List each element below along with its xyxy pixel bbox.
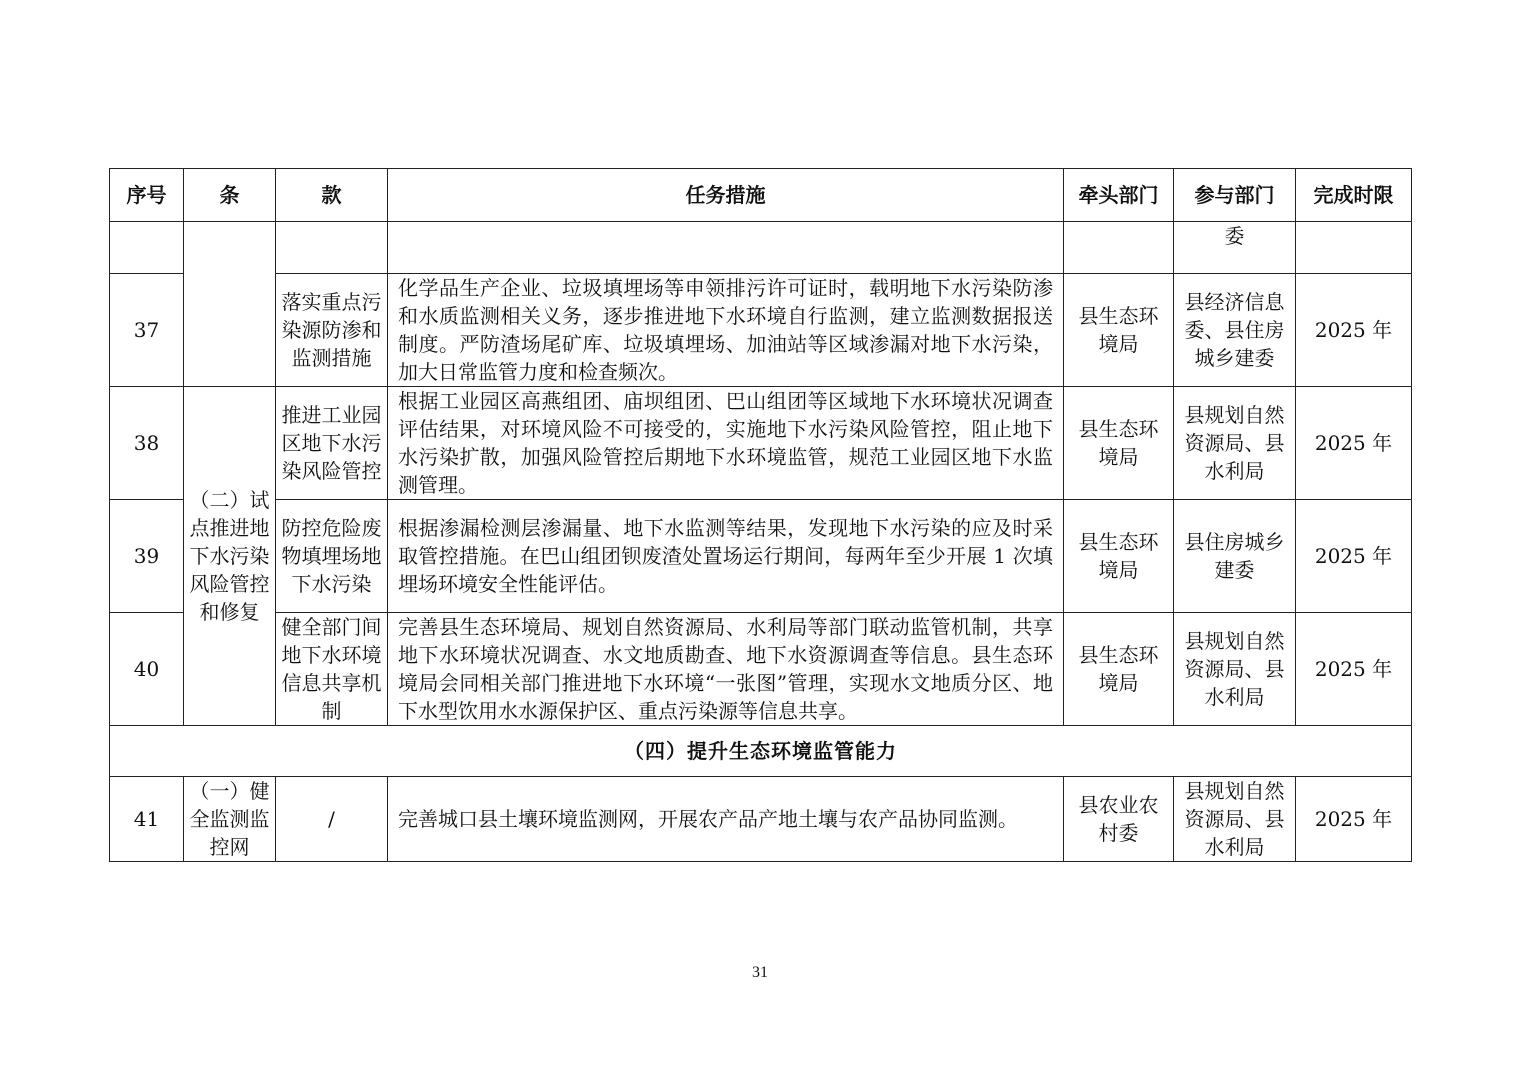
cell-lead: 县生态环境局 <box>1064 500 1174 613</box>
header-participants: 参与部门 <box>1174 169 1296 222</box>
cell-deadline: 2025 年 <box>1296 387 1412 500</box>
cell-participants: 县住房城乡建委 <box>1174 500 1296 613</box>
header-seq: 序号 <box>110 169 184 222</box>
cell-participants: 县经济信息委、县住房城乡建委 <box>1174 274 1296 387</box>
cell-seq: 39 <box>110 500 184 613</box>
cell-deadline: 2025 年 <box>1296 274 1412 387</box>
cell-participants: 县规划自然资源局、县水利局 <box>1174 387 1296 500</box>
cell-participants: 委 <box>1174 222 1296 274</box>
task-table <box>109 168 1412 862</box>
cell-participants: 县规划自然资源局、县水利局 <box>1174 613 1296 726</box>
cell-empty <box>388 222 1064 274</box>
cell-lead: 县生态环境局 <box>1064 387 1174 500</box>
cell-empty <box>276 222 388 274</box>
section-row <box>110 726 1412 777</box>
table-row <box>110 274 1412 387</box>
cell-deadline: 2025 年 <box>1296 777 1412 862</box>
section-title: （四）提升生态环境监管能力 <box>110 726 1412 777</box>
header-deadline: 完成时限 <box>1296 169 1412 222</box>
cell-measure: 化学品生产企业、垃圾填埋场等申领排污许可证时，载明地下水污染防渗和水质监测相关义务，逐步推进地下水环境自行监测，建立监测数据报送制度。严防渣场尾矿库、垃圾填埋场、加油站等区域渗漏对地下水污染，加大日常监管力度和检查频次。 <box>388 274 1064 387</box>
header-row <box>110 169 1412 222</box>
cell-measure: 完善城口县土壤环境监测网，开展农产品产地土壤与农产品协同监测。 <box>388 777 1064 862</box>
cell-seq: 40 <box>110 613 184 726</box>
cell-deadline: 2025 年 <box>1296 613 1412 726</box>
cell-participants: 县规划自然资源局、县水利局 <box>1174 777 1296 862</box>
cell-article: （一）健全监测监控网 <box>184 777 276 862</box>
header-lead: 牵头部门 <box>1064 169 1174 222</box>
cell-lead: 县生态环境局 <box>1064 274 1174 387</box>
cell-clause: 健全部门间地下水环境信息共享机制 <box>276 613 388 726</box>
continuation-row <box>110 222 1412 274</box>
page-number: 31 <box>752 964 768 981</box>
cell-seq: 41 <box>110 777 184 862</box>
cell-lead: 县生态环境局 <box>1064 613 1174 726</box>
cell-seq: 38 <box>110 387 184 500</box>
cell-seq: 37 <box>110 274 184 387</box>
table-row <box>110 613 1412 726</box>
table-row <box>110 500 1412 613</box>
header-clause: 款 <box>276 169 388 222</box>
cell-measure: 根据工业园区高燕组团、庙坝组团、巴山组团等区域地下水环境状况调查评估结果，对环境风险不可接受的，实施地下水污染风险管控，阻止地下水污染扩散，加强风险管控后期地下水环境监管，规范工业园区地下水监测管理。 <box>388 387 1064 500</box>
cell-empty <box>184 222 276 387</box>
cell-measure: 完善县生态环境局、规划自然资源局、水利局等部门联动监管机制，共享地下水环境状况调查、水文地质勘查、地下水资源调查等信息。县生态环境局会同相关部门推进地下水环境“一张图”管理，实现水文地质分区、地下水型饮用水水源保护区、重点污染源等信息共享。 <box>388 613 1064 726</box>
cell-deadline: 2025 年 <box>1296 500 1412 613</box>
cell-empty <box>1064 222 1174 274</box>
cell-article: （二）试点推进地下水污染风险管控和修复 <box>184 387 276 726</box>
cell-lead: 县农业农村委 <box>1064 777 1174 862</box>
header-article: 条 <box>184 169 276 222</box>
cell-empty <box>110 222 184 274</box>
table-row <box>110 387 1412 500</box>
cell-measure: 根据渗漏检测层渗漏量、地下水监测等结果，发现地下水污染的应及时采取管控措施。在巴山组团钡废渣处置场运行期间，每两年至少开展 1 次填埋场环境安全性能评估。 <box>388 500 1064 613</box>
header-measure: 任务措施 <box>388 169 1064 222</box>
table-row <box>110 777 1412 862</box>
cell-clause: / <box>276 777 388 862</box>
cell-clause: 推进工业园区地下水污染风险管控 <box>276 387 388 500</box>
cell-clause: 落实重点污染源防渗和监测措施 <box>276 274 388 387</box>
cell-clause: 防控危险废物填埋场地下水污染 <box>276 500 388 613</box>
cell-empty <box>1296 222 1412 274</box>
